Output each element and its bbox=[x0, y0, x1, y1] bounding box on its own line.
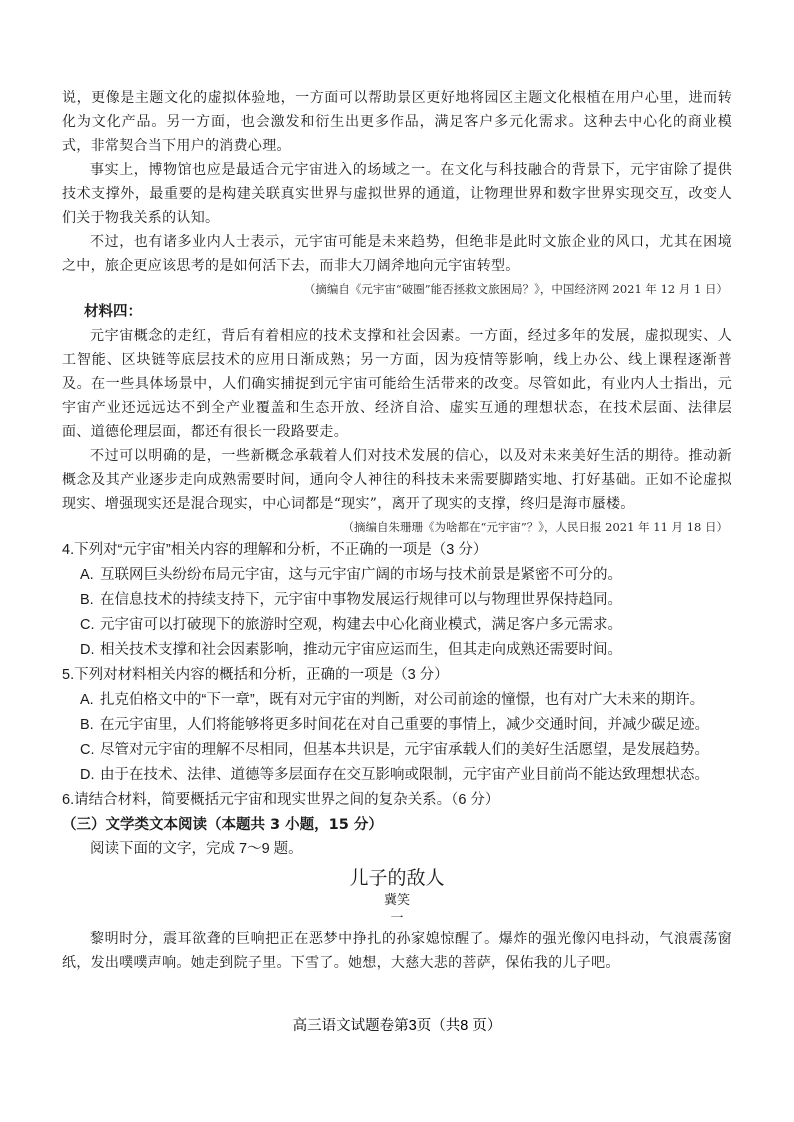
option-text: 相关技术支撑和社会因素影响，推动元宇宙应运而生，但其走向成熟还需要时间。 bbox=[100, 642, 622, 658]
question-stem: 5.下列对材料相关内容的概括和分析，正确的一项是（3 分） bbox=[62, 667, 449, 683]
reading-instruction: 阅读下面的文字，完成 7～9 题。 bbox=[90, 841, 303, 857]
story-title: 儿子的敌人 bbox=[349, 867, 445, 889]
question-stem: 4.下列对“元宇宙”相关内容的理解和分析，不正确的一项是（3 分） bbox=[62, 542, 488, 558]
section-heading: （三）文学类文本阅读（本题共 3 小题，15 分） bbox=[62, 817, 383, 833]
option-c bbox=[62, 738, 732, 763]
option-c bbox=[62, 613, 732, 638]
option-label: D. bbox=[80, 767, 95, 783]
option-label: C. bbox=[80, 617, 95, 633]
option-label: A. bbox=[80, 567, 94, 583]
paragraph: 事实上，博物馆也应是最适合元宇宙进入的场域之一。在文化与科技融合的背景下，元宇宙除了提供技术支撑外，最重要的是构建关联真实世界与虚拟世界的通道，让物理世界和数字世界实现交互，改变人们关于物我关系的认知。 bbox=[62, 162, 732, 226]
option-label: A. bbox=[80, 692, 94, 708]
option-d bbox=[62, 763, 732, 788]
option-b bbox=[62, 588, 732, 613]
story-author: 冀笑 bbox=[383, 893, 410, 908]
option-text: 元宇宙可以打破现下的旅游时空观，构建去中心化商业模式，满足客户多元需求。 bbox=[100, 617, 622, 633]
material-heading: 材料四： bbox=[84, 304, 142, 320]
question-4 bbox=[62, 538, 732, 663]
paragraph: 不过，也有诸多业内人士表示，元宇宙可能是未来趋势，但绝非是此时文旅企业的风口，尤其在困境之中，旅企更应该思考的是如何活下去，而非大刀阔斧地向元宇宙转型。 bbox=[62, 234, 732, 274]
option-text: 尽管对元宇宙的理解不尽相同，但基本共识是，元宇宙承载人们的美好生活愿望，是发展趋势。 bbox=[100, 742, 709, 758]
option-a bbox=[62, 563, 732, 588]
option-label: B. bbox=[80, 592, 94, 608]
page-footer: 高三语文试题卷第3页（共8 页） bbox=[292, 1018, 502, 1034]
source-citation: （摘编自朱珊珊《为啥都在“元宇宙”？》，人民日报 2021 年 11 月 18 日） bbox=[342, 520, 728, 534]
option-label: B. bbox=[80, 717, 94, 733]
option-text: 在信息技术的持续支持下，元宇宙中事物发展运行规律可以与物理世界保持趋同。 bbox=[100, 592, 622, 608]
option-a bbox=[62, 688, 732, 713]
source-citation: （摘编自《元宇宙“破圈”能否拯救文旅困局？》，中国经济网 2021 年 12 月 1 日） bbox=[303, 282, 728, 296]
option-label: C. bbox=[80, 742, 95, 758]
option-d bbox=[62, 638, 732, 663]
option-text: 扎克伯格文中的“下一章”，既有对元宇宙的判断，对公司前途的憧憬，也有对广大未来的期许。 bbox=[100, 692, 705, 708]
option-b bbox=[62, 713, 732, 738]
paragraph: 不过可以明确的是，一些新概念承载着人们对技术发展的信心，以及对未来美好生活的期待。推动新概念及其产业逐步走向成熟需要时间，通向令人神往的科技未来需要脚踏实地、打好基础。正如不论虚拟现实、增强现实还是混合现实，中心词都是“现实”，离开了现实的支撑，终归是海市蜃楼。 bbox=[62, 448, 732, 512]
paragraph: 元宇宙概念的走红，背后有着相应的技术支撑和社会因素。一方面，经过多年的发展，虚拟现实、人工智能、区块链等底层技术的应用日渐成熟；另一方面，因为疫情等影响，线上办公、线上课程逐渐普及。在一些具体场景中，人们确实捕捉到元宇宙可能给生活带来的改变。尽管如此，有业内人士指出，元宇宙产业还远远达不到全产业覆盖和生态开放、经济自洽、虚实互通的理想状态，在技术层面、法律层面、道德伦理层面，都还有很长一段路要走。 bbox=[62, 328, 732, 440]
option-text: 由于在技术、法律、道德等多层面存在交互影响或限制，元宇宙产业目前尚不能达致理想状态。 bbox=[100, 767, 709, 783]
question-6: 6.请结合材料，简要概括元宇宙和现实世界之间的复杂关系。（6 分） bbox=[62, 792, 500, 808]
option-text: 在元宇宙里，人们将能够将更多时间花在对自己重要的事情上，减少交通时间，并减少碳足迹。 bbox=[100, 717, 709, 733]
option-label: D. bbox=[80, 642, 95, 658]
story-part-number: 一 bbox=[390, 911, 404, 926]
question-5 bbox=[62, 663, 732, 788]
paragraph: 说，更像是主题文化的虚拟体验地，一方面可以帮助景区更好地将园区主题文化根植在用户心里，进而转化为文化产品。另一方面，也会激发和衍生出更多作品，满足客户多元化需求。这种去中心化的商业模式，非常契合当下用户的消费心理。 bbox=[62, 90, 732, 154]
story-paragraph: 黎明时分，震耳欲聋的巨响把正在恶梦中挣扎的孙家媳惊醒了。爆炸的强光像闪电抖动，气浪震荡窗纸，发出噗噗声响。她走到院子里。下雪了。她想，大慈大悲的菩萨，保佑我的儿子吧。 bbox=[62, 931, 732, 971]
option-text: 互联网巨头纷纷布局元宇宙，这与元宇宙广阔的市场与技术前景是紧密不可分的。 bbox=[100, 567, 622, 583]
